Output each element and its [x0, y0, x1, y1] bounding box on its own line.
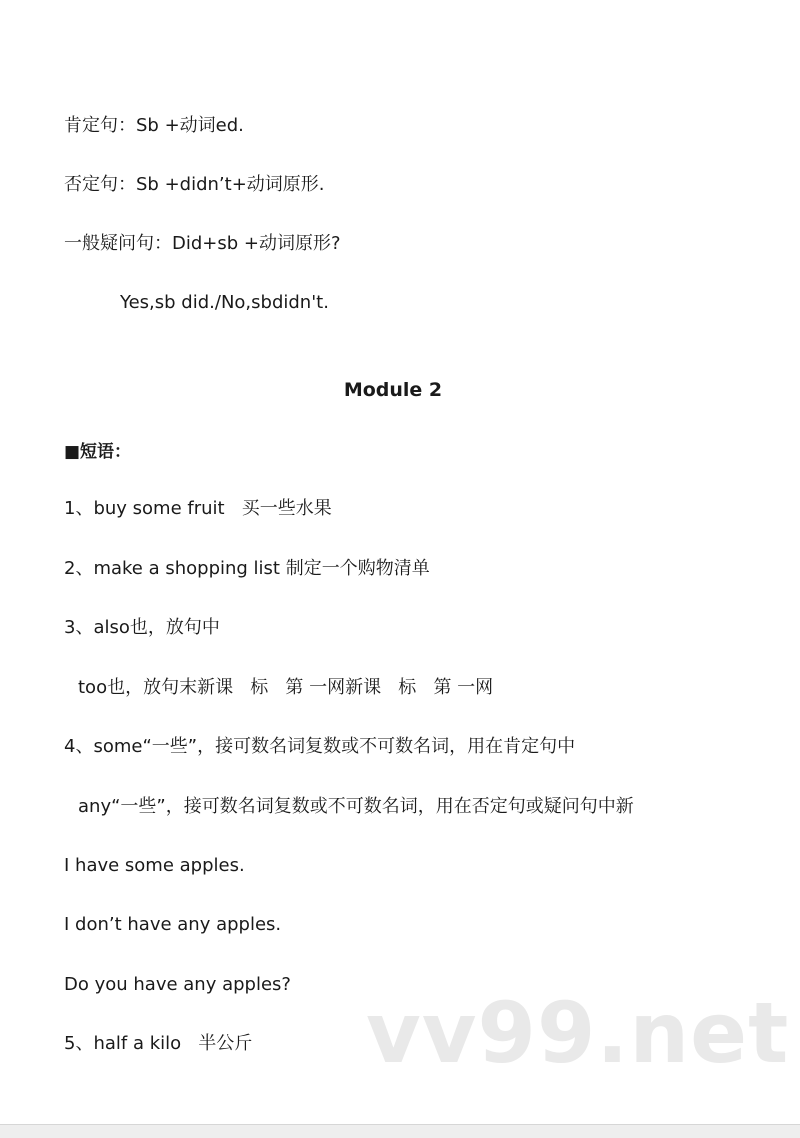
phrase-4: 4、some“一些”，接可数名词复数或不可数名词，用在肯定句中: [64, 736, 576, 757]
phrase-5: 5、half a kilo 半公斤: [64, 1033, 253, 1054]
phrase-4-note: any“一些”，接可数名词复数或不可数名词，用在否定句或疑问句中新: [78, 796, 634, 817]
phrase-2: 2、make a shopping list 制定一个购物清单: [64, 558, 430, 579]
phrase-3-note: too也，放句末新课 标 第 一网新课 标 第 一网: [78, 677, 494, 698]
page-bottom-edge: [0, 1124, 800, 1138]
section-label: ■短语：: [64, 442, 132, 462]
phrase-3: 3、also也，放句中: [64, 617, 220, 638]
affirmative-rule: 肯定句：Sb +动词ed.: [64, 115, 244, 136]
example-2: I don’t have any apples.: [64, 914, 282, 935]
module-title: Module 2: [343, 379, 443, 401]
example-3: Do you have any apples?: [64, 974, 291, 995]
example-1: I have some apples.: [64, 855, 245, 876]
watermark: vv99.net: [366, 984, 790, 1082]
question-rule: 一般疑问句：Did+sb +动词原形?: [64, 233, 341, 254]
short-answer: Yes,sb did./No,sbdidn't.: [120, 292, 329, 313]
negative-rule: 否定句：Sb +didn’t+动词原形.: [64, 174, 325, 195]
phrase-1: 1、buy some fruit 买一些水果: [64, 498, 332, 519]
